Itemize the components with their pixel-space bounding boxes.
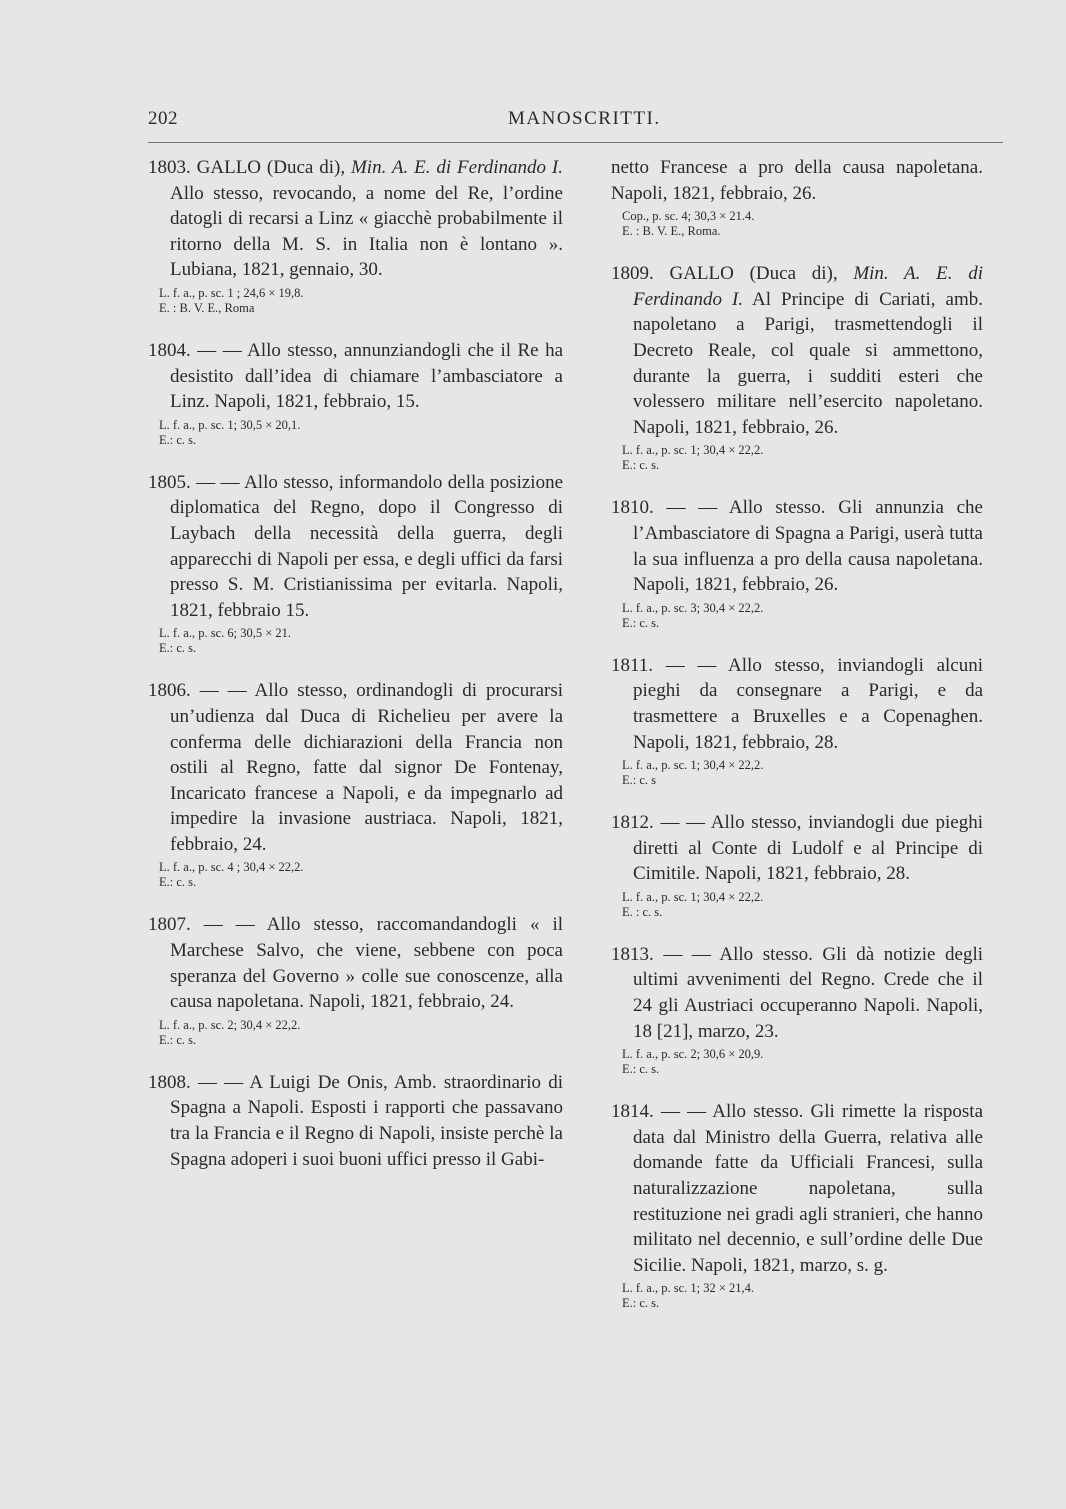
- catalog-entry: [611, 810, 983, 920]
- entry-text: 1809. GALLO (Duca di), Min. A. E. di Ferdinando I. Al Principe di Cariati, amb. napoletano a Parigi, trasmettendogli il Decreto Reale, col quale si ammettono, durante la guerra, i sudditi esteri che volessero militare nell’esercito napoletano. Napoli, 1821, febbraio, 26.: [611, 263, 983, 438]
- right-column: [611, 155, 983, 1333]
- entry-text: 1805. — — Allo stesso, informandolo della posizione diplomatica del Regno, dopo il Congresso di Laybach della necessità della guerra, degli apparecchi di Napoli per essa, e degli uffici da farsi presso S. M. Cristianissima per evitarla. Napoli, 1821, febbraio 15.: [148, 471, 564, 621]
- entry-number: 1805.: [148, 471, 191, 493]
- entry-number: 1809.: [611, 263, 654, 285]
- entry-number: 1811.: [611, 654, 654, 676]
- entry-number: 1813.: [611, 943, 654, 965]
- catalog-entry: [148, 155, 563, 316]
- left-column: [148, 155, 563, 1194]
- entry-number: 1803.: [148, 157, 191, 178]
- entry-reference: L. f. a., p. sc. 1; 30,4 × 22,2. E.: c. s: [622, 758, 764, 788]
- catalog-entry: [611, 261, 983, 473]
- entry-number: 1808.: [148, 1071, 191, 1093]
- catalog-entry: [611, 495, 983, 630]
- catalog-entry-continued: [611, 155, 983, 239]
- entry-reference: Cop., p. sc. 4; 30,3 × 21.4. E. : B. V. E., Roma.: [622, 209, 755, 239]
- entry-text: 1810. — — Allo stesso. Gli annunzia che l’Ambasciatore di Spagna a Parigi, userà tutta la sua influenza a pro della causa napoletana. Napoli, 1821, febbraio, 26.: [611, 497, 983, 596]
- entry-reference: L. f. a., p. sc. 1; 30,4 × 22,2. E.: c. s.: [622, 443, 764, 473]
- entry-text: 1812. — — Allo stesso, inviandogli due pieghi diretti al Conte di Ludolf e al Principe di Cimitile. Napoli, 1821, febbraio, 28.: [611, 812, 983, 885]
- entry-text: 1813. — — Allo stesso. Gli dà notizie degli ultimi avvenimenti del Regno. Crede che il 24 gli Austriaci occuperanno Napoli. Napoli, 18 [21], marzo, 23.: [611, 943, 984, 1042]
- entry-number: 1814.: [611, 1101, 654, 1123]
- entry-text: 1808. — — A Luigi De Onis, Amb. straordinario di Spagna a Napoli. Esposti i rapporti che passavano tra la Francia e il Regno di Napoli, insiste perchè la Spagna adoperi i suoi buoni uffici presso il Gabi-: [148, 1071, 563, 1170]
- header-rule: [148, 142, 1003, 143]
- entry-text: 1803. GALLO (Duca di), Min. A. E. di Ferdinando I. Allo stesso, revocando, a nome del Re, l’ordine datogli di recarsi a Linz « giacchè probabilmente il ritorno della M. S. in Italia non è lontano ». Lubiana, 1821, gennaio, 30.: [148, 157, 564, 281]
- entry-reference: L. f. a., p. sc. 2; 30,4 × 22,2. E.: c. s.: [159, 1017, 301, 1047]
- entry-reference: L. f. a., p. sc. 1; 32 × 21,4. E.: c. s.: [622, 1281, 755, 1311]
- entry-number: 1807.: [148, 914, 191, 936]
- page-header: [148, 108, 1003, 136]
- entry-text: 1811. — — Allo stesso, inviandogli alcuni pieghi da consegnare a Parigi, e da trasmettere a Bruxelles e a Copenaghen. Napoli, 1821, febbraio, 28.: [611, 654, 983, 753]
- entry-number: 1806.: [148, 680, 191, 702]
- entry-number: 1804.: [148, 339, 191, 361]
- entry-number: 1810.: [611, 497, 654, 519]
- catalog-entry: [148, 678, 563, 890]
- catalog-entry: [148, 912, 563, 1047]
- catalog-entry: [611, 942, 983, 1077]
- catalog-entry: [148, 1070, 563, 1172]
- entry-reference: L. f. a., p. sc. 1; 30,4 × 22,2. E. : c. s.: [622, 889, 764, 919]
- entry-reference: L. f. a., p. sc. 3; 30,4 × 22,2. E.: c. s.: [622, 600, 764, 630]
- entry-text: 1804. — — Allo stesso, annunziandogli che il Re ha desistito dall’idea di chiamare l’ambasciatore a Linz. Napoli, 1821, febbraio, 15.: [148, 339, 563, 413]
- entry-reference: L. f. a., p. sc. 4 ; 30,4 × 22,2. E.: c. s.: [159, 860, 304, 890]
- running-title: MANOSCRITTI.: [508, 108, 661, 129]
- entry-reference: L. f. a., p. sc. 1; 30,5 × 20,1. E.: c. s.: [159, 417, 301, 447]
- catalog-entry: [611, 653, 983, 788]
- catalog-entry: [148, 338, 563, 448]
- catalog-entry: [611, 1099, 983, 1311]
- entry-text: 1814. — — Allo stesso. Gli rimette la risposta data dal Ministro della Guerra, relativa alle domande fatte da Ufficiali Francesi, sulla naturalizzazione napoletana, sulla restituzione nei gradi agli stranieri, che hanno militato nel decennio, e sull’ordine delle Due Sicilie. Napoli, 1821, marzo, s. g.: [611, 1101, 984, 1276]
- catalog-entry: [148, 470, 563, 657]
- entry-text: 1807. — — Allo stesso, raccomandandogli « il Marchese Salvo, che viene, sebbene con poca speranza del Governo » colle sue conoscenze, alla causa napoletana. Napoli, 1821, febbraio, 24.: [148, 914, 563, 1013]
- entry-number: 1812.: [611, 812, 654, 834]
- page-number: 202: [148, 108, 178, 129]
- entry-reference: L. f. a., p. sc. 2; 30,6 × 20,9. E.: c. s.: [622, 1047, 764, 1077]
- entry-text: netto Francese a pro della causa napoletana. Napoli, 1821, febbraio, 26.: [611, 157, 983, 204]
- entry-reference: L. f. a., p. sc. 6; 30,5 × 21. E.: c. s.: [159, 626, 292, 656]
- entry-text: 1806. — — Allo stesso, ordinandogli di procurarsi un’udienza dal Duca di Richelieu per avere la conferma delle dichiarazioni della Francia non ostili al Regno, fatte dal signor De Fontenay, Incaricato francese a Napoli, e da impegnarlo ad impedire la invasione austriaca. Napoli, 1821, febbraio, 24.: [148, 680, 564, 855]
- entry-reference: L. f. a., p. sc. 1 ; 24,6 × 19,8. E. : B. V. E., Roma: [159, 285, 304, 315]
